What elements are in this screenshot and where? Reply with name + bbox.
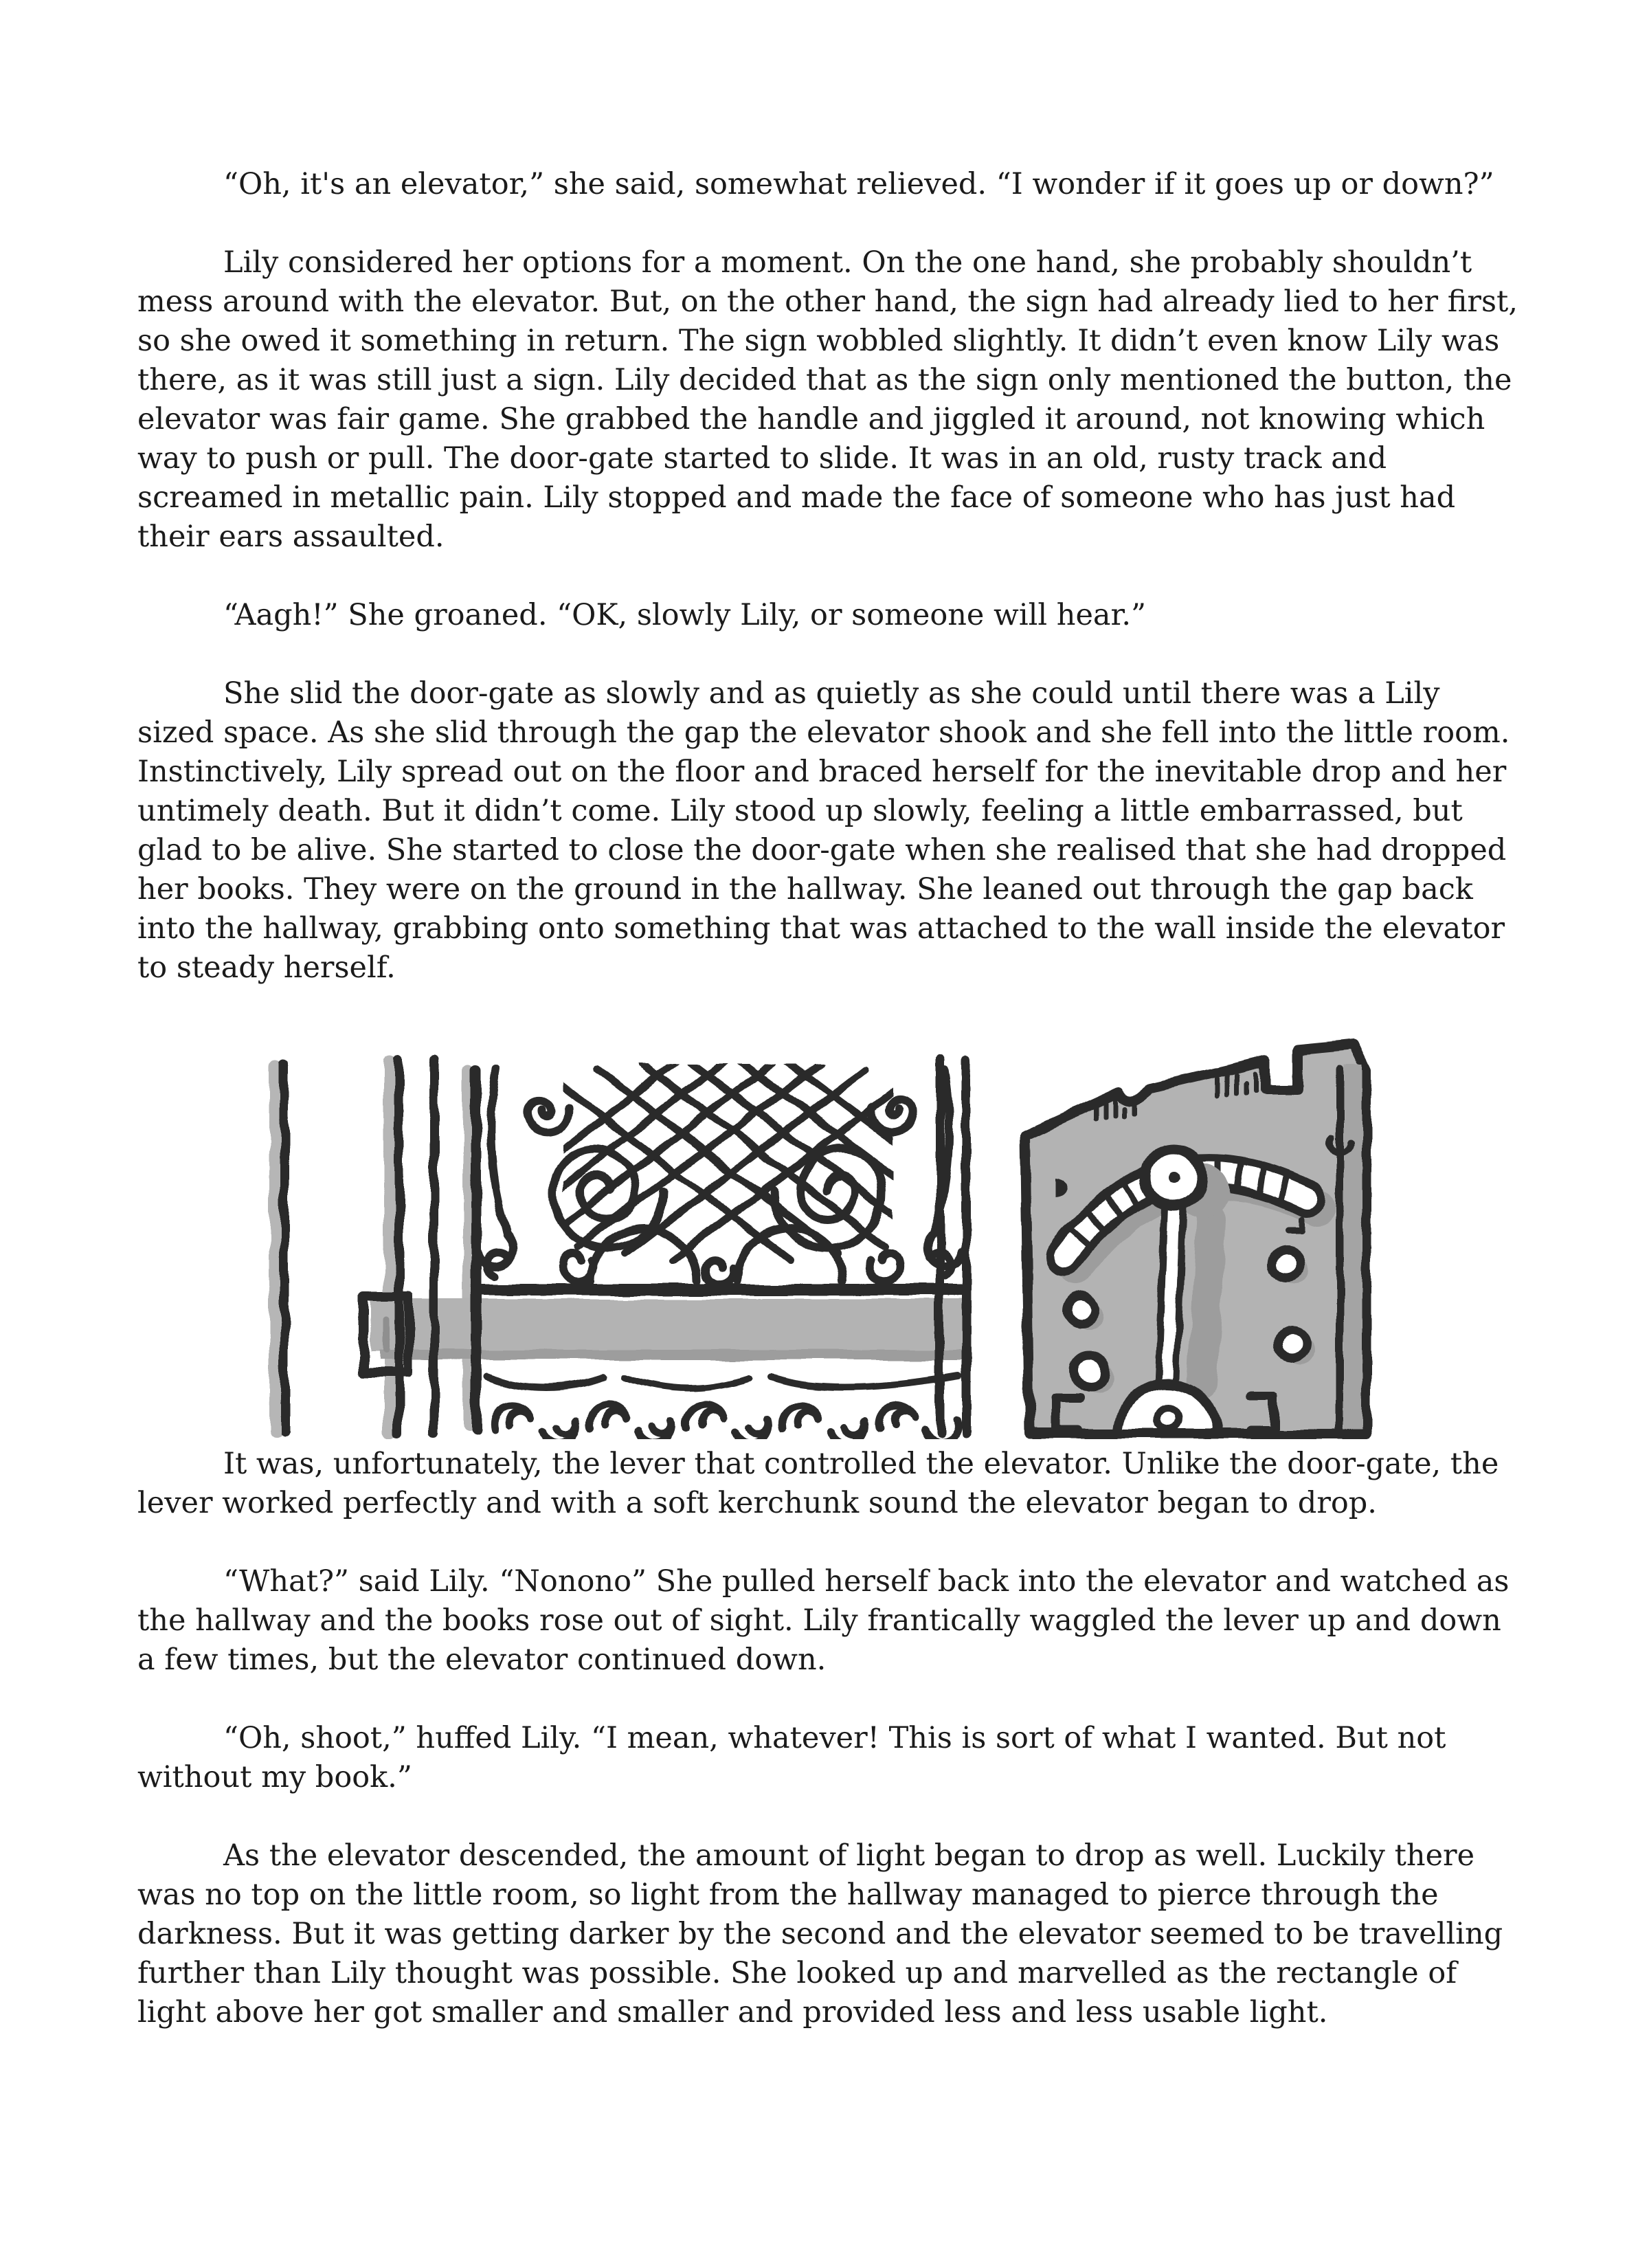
lever-knob-center xyxy=(1168,1172,1179,1183)
gate-lower-ornament xyxy=(486,1376,958,1439)
control-lever-panel-sketch xyxy=(1025,1045,1366,1434)
gate-curl xyxy=(705,1263,732,1285)
gate-corner-scroll-left xyxy=(478,1069,513,1266)
lever-shadow xyxy=(1202,1219,1211,1384)
lever-stem-highlight xyxy=(1167,1207,1174,1379)
door-gate-sketch xyxy=(276,1060,969,1439)
gate-handle-bar-shadow xyxy=(379,1350,966,1360)
story-paragraph: It was, unfortunately, the lever that controlled the elevator. Unlike the door-gate, the lever worked perfectly and with a soft kerchunk sound the elevator began to drop. xyxy=(137,1447,1499,1520)
illustration-canvas xyxy=(268,1027,1409,1439)
elevator-gate-and-lever-illustration xyxy=(268,1027,1409,1439)
rivet xyxy=(1067,1296,1096,1324)
gate-bottom-rail xyxy=(473,1284,969,1296)
panel-edge-shade xyxy=(1344,1065,1362,1430)
rivet xyxy=(1277,1329,1306,1358)
rivet xyxy=(1075,1355,1106,1387)
story-paragraph: “Oh, shoot,” huffed Lily. “I mean, whatever! This is sort of what I wanted. But not without my book.” xyxy=(137,1721,1446,1794)
story-paragraph: “Aagh!” She groaned. “OK, slowly Lily, or someone will hear.” xyxy=(223,598,1147,632)
lever-base-pin xyxy=(1158,1408,1178,1429)
story-paragraph: “What?” said Lily. “Nonono” She pulled herself back into the elevator and watched as the hallway and the books rose out of sight. Lily frantically waggled the lever up and down a few times, but the elevator continued down. xyxy=(137,1564,1510,1677)
story-paragraph: She slid the door-gate as slowly and as quietly as she could until there was a Lily sized space. As she slid through the gap the elevator shook and she fell into the little room. Instinctively, Lily spread out on the floor and braced herself for the inevitable drop and her untimely death. But it didn’t come. Lily stood up slowly, feeling a little embarrassed, but glad to be alive. She started to close the door-gate when she realised that she had dropped her books. They were on the ground in the hallway. She leaned out through the gap back into the hallway, grabbing onto something that was attached to the wall inside the elevator to steady herself. xyxy=(137,676,1510,985)
rivet xyxy=(1272,1249,1301,1278)
gate-curl xyxy=(868,1254,899,1282)
gate-handle-bar xyxy=(371,1299,966,1351)
story-paragraph: Lily considered her options for a moment. On the one hand, she probably shouldn’t mess around with the elevator. But, on the other hand, the sign had already lied to her first, so she owed it something in return. The sign wobbled slightly. It didn’t even know Lily was there, as it was still just a sign. Lily decided that as the sign only mentioned the button, the elevator was fair game. She grabbed the handle and jiggled it around, not knowing which way to push or pull. The door-gate started to slide. It was in an old, rusty track and screamed in metallic pain. Lily stopped and made the face of someone who has just had their ears assaulted. xyxy=(137,245,1518,554)
gate-curl xyxy=(528,1100,569,1131)
gate-scrollwork xyxy=(478,1061,962,1285)
story-paragraph: As the elevator descended, the amount of light began to drop as well. Luckily there was no top on the little room, so light from the hallway managed to pierce through the darkness. But it was getting darker by the second and the elevator seemed to be travelling further than Lily thought was possible. She looked up and marvelled as the rectangle of light above her got smaller and smaller and provided less and less usable light. xyxy=(137,1838,1503,2030)
story-paragraph: “Oh, it's an elevator,” she said, somewhat relieved. “I wonder if it goes up or down?” xyxy=(223,167,1494,201)
gate-lattice xyxy=(557,1061,952,1260)
